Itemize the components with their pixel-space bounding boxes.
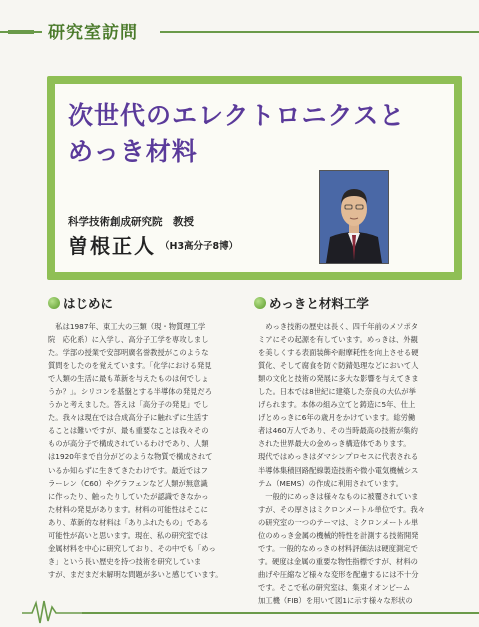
right-text-line: の研究室の一つのテーマは、ミクロンメートル単 bbox=[258, 517, 419, 527]
right-text-line: 加工機（FIB）を用いて図1に示す様々な形状の bbox=[258, 595, 413, 605]
portrait-illustration bbox=[320, 171, 388, 263]
left-text-line: た。学部の授業で安部明廣名誉教授がこのような bbox=[48, 348, 209, 358]
left-text-line: あり、革新的な材料は「ありふれたもの」である bbox=[48, 517, 209, 527]
left-body-text bbox=[48, 320, 248, 581]
left-section-heading bbox=[48, 294, 113, 312]
header-rule-right bbox=[160, 31, 479, 33]
left-text-line: うかと考えました。答えは「高分子の発見」でし bbox=[48, 400, 209, 410]
author-portrait bbox=[319, 170, 389, 264]
header-dash-left bbox=[8, 30, 34, 34]
left-text-line: うか？」。シリコンを基盤とする半導体の発見だろ bbox=[48, 387, 213, 397]
green-bullet-icon bbox=[254, 297, 266, 309]
right-text-line: を美しくする表面装飾や耐摩耗性を向上させる硬 bbox=[258, 348, 419, 358]
left-text-line: 質問をしたのを覚えています。「化学における発見 bbox=[48, 361, 212, 371]
right-text-line: 位のめっき金属の機械的特性を計測する技術開発 bbox=[258, 530, 419, 540]
right-section-heading bbox=[254, 294, 369, 312]
left-text-line: ものが高分子で構成されているわけであり、人類 bbox=[48, 439, 209, 449]
right-text-line: 者は460万人であり、その当時最高の技術が集約 bbox=[258, 426, 418, 436]
right-text-line: げられます。本体の組み立てと鋳造に5年、仕上 bbox=[258, 400, 416, 410]
left-text-line: に作ったり、触ったりしていたが認識できなかっ bbox=[48, 491, 209, 501]
right-text-line: 質化、そして腐食を防ぐ防錆処理などにおいて人 bbox=[258, 361, 419, 371]
right-text-line: です。一般的なめっきの材料評価法は硬度測定で bbox=[258, 543, 418, 553]
right-text-line: 曲げや圧縮など様々な変形を配慮するには不十分 bbox=[258, 569, 419, 579]
left-heading-text: はじめに bbox=[63, 296, 114, 311]
author-name: 曽根正人 bbox=[68, 234, 156, 258]
green-bullet-icon bbox=[48, 297, 60, 309]
left-text-line: ることは難いですが、最も重要なことは我々その bbox=[48, 426, 209, 436]
right-text-line: 一般的にめっきは様々なものに被覆されていま bbox=[258, 491, 419, 501]
left-text-line: き」という長い歴史を持つ技術を研究していま bbox=[48, 556, 202, 566]
left-text-line: 私は1987年、東工大の三類（現・物質理工学 bbox=[48, 322, 206, 331]
article-title-line-1: 次世代のエレクトロニクスと bbox=[68, 101, 406, 130]
right-text-line: す。硬度は金属の重要な物性指標ですが、材料の bbox=[258, 556, 418, 566]
footer-pulse-icon bbox=[22, 597, 82, 627]
left-text-line: た材料の発見があります。材料の可能性はそこに bbox=[48, 504, 208, 514]
section-label: 研究室訪問 bbox=[48, 23, 138, 43]
right-body-text bbox=[258, 320, 458, 607]
right-text-line: 類の文化と技術の発展に多大な影響を与えてきま bbox=[258, 374, 419, 384]
right-text-line: した。日本では8世紀に建築した奈良の大仏が挙 bbox=[258, 387, 416, 397]
left-text-line: た。我々は現在では合成高分子に触れずに生活す bbox=[48, 413, 209, 423]
left-text-line: は1920年まで自分がどのような物質で構成されて bbox=[48, 452, 213, 462]
right-text-line: 半導体集積回路配線製造技術や微小電気機械シス bbox=[258, 465, 419, 475]
left-text-line: すが、まだまだ未解明な問題が多いと感じています。 bbox=[48, 569, 223, 579]
author-affiliation: 科学技術創成研究院 教授 bbox=[68, 216, 194, 228]
left-text-line: 金属材料を中心に研究しており、その中でも「めっ bbox=[48, 543, 216, 553]
right-text-line: です。そこで私の研究室は、集束イオンビーム bbox=[258, 582, 411, 592]
left-text-line: ラーレン（C60）やグラフェンなど人類が無意識 bbox=[48, 478, 208, 488]
right-text-line: げとめっきに6年の歳月をかけています。総労働 bbox=[258, 413, 416, 423]
right-text-line: めっき技術の歴史は長く、四千年前のメソポタ bbox=[258, 322, 419, 331]
author-degree-note: （H3高分子8博） bbox=[160, 241, 239, 252]
left-text-line: いるか知らずに生きてきたわけです。最近ではフ bbox=[48, 465, 208, 475]
left-text-line: 可能性が高いと思います。現在、私の研究室では bbox=[48, 530, 208, 540]
right-text-line: された世界最大の金めっき構造体であります。 bbox=[258, 439, 411, 449]
right-text-line: ミアにその起源を有しています。めっきは、外観 bbox=[258, 335, 418, 345]
right-heading-text: めっきと材料工学 bbox=[269, 296, 369, 311]
right-text-line: 現代ではめっきはダマシンプロセスに代表される bbox=[258, 452, 419, 462]
right-text-line: テム（MEMS）の作成に利用されています。 bbox=[258, 478, 403, 488]
right-text-line: すが、その厚さはミクロンメートル単位です。我々 bbox=[258, 504, 426, 514]
footer-rule bbox=[82, 612, 479, 614]
left-text-line: 院 応化系）に入学し、高分子工学を専攻しまし bbox=[48, 335, 209, 345]
article-title-line-2: めっき材料 bbox=[68, 137, 198, 166]
left-text-line: で人類の生活に最も革新を与えたものは何でしょ bbox=[48, 374, 209, 384]
